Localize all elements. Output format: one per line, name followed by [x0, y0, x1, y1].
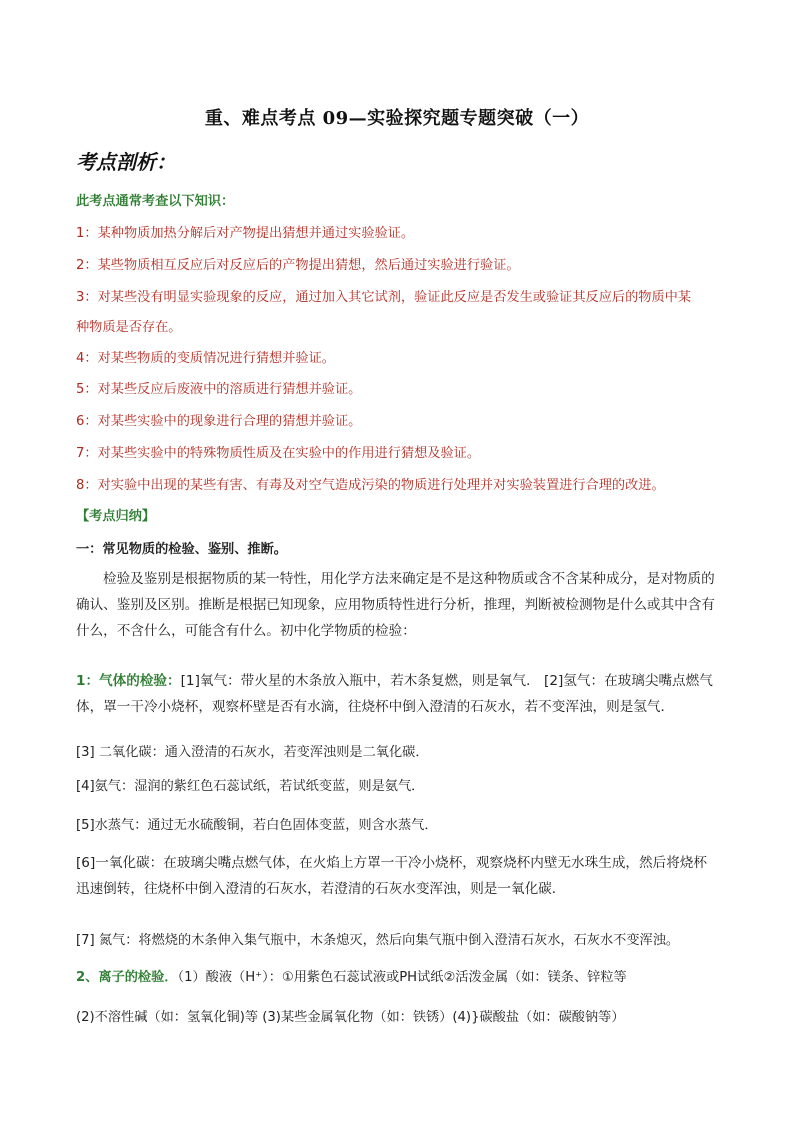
intro-item-3	[76, 286, 691, 305]
gas-line-1-text: [1]氧气：带火星的木条放入瓶中，若木条复燃，则是氧气． [2]氢气：在玻璃尖嘴点燃气	[180, 673, 713, 689]
intro-item-number: 4：	[76, 351, 98, 366]
co-test	[76, 850, 722, 902]
co-line-2: 迅速倒转，往烧杯中倒入澄清的石灰水，若澄清的石灰水变浑浊，则是一氧化碳．	[76, 881, 566, 897]
intro-item-number: 3：	[76, 290, 98, 305]
gas-line-2: 体，罩一干冷小烧杯，观察杯壁是否有水滴，往烧杯中倒入澄清的石灰水，若不变浑浊，则是氢气．	[76, 699, 675, 715]
nitrogen-test: [7] 氮气：将燃烧的木条伸入集气瓶中，木条熄灭，然后向集气瓶中倒入澄清石灰水，石灰水不变浑浊。	[76, 933, 680, 948]
intro-item-6	[76, 410, 361, 429]
intro-item-text: 某些物质相互反应后对反应后的产物提出猜想，然后通过实验进行验证。	[97, 258, 520, 273]
intro-item-3-cont	[76, 316, 182, 335]
part1-paragraph: 检验及鉴别是根据物质的某一特性，用化学方法来确定是不是这种物质或含不含某种成分，是对物质的确认、鉴别及区别。推断是根据已知现象，应用物质特性进行分析，推理，判断被检测物是什么或其中含有什么，不含什么，可能含有什么。初中化学物质的检验：	[76, 571, 715, 639]
water-vapor-test: [5]水蒸气：通过无水硫酸铜，若白色固体变蓝，则含水蒸气．	[76, 818, 438, 833]
ion-test-line-2: (2)不溶性碱（如：氢氧化铜)等 (3)某些金属氧化物（如：铁锈）(4)}碳酸盐（如：碳酸钠等）	[76, 1010, 625, 1025]
intro-item-text: 对某些实验中的现象进行合理的猜想并验证。	[97, 414, 362, 429]
ion-label: 2、离子的检验．	[76, 970, 178, 985]
intro-item-text: 对某些反应后废液中的溶质进行猜想并验证。	[97, 382, 362, 397]
ion-line-1-text: （1）酸液（H⁺）：①用紫色石蕊试液或PH试纸②活泼金属（如：镁条、锌粒等	[177, 970, 627, 985]
gas-label: 1：气体的检验：	[76, 673, 181, 689]
intro-item-7	[76, 442, 480, 461]
intro-item-number: 6：	[76, 414, 98, 429]
intro-item-text: 种物质是否存在。	[76, 320, 182, 335]
intro-item-number: 5：	[76, 382, 98, 397]
intro-item-text: 对实验中出现的某些有害、有毒及对空气造成污染的物质进行处理并对实验装置进行合理的改进。	[97, 478, 665, 493]
intro-item-number: 7：	[76, 446, 98, 461]
gas-detection-block	[76, 668, 722, 720]
ammonia-test: [4]氨气：湿润的紫红色石蕊试纸，若试纸变蓝，则是氨气．	[76, 779, 425, 794]
intro-item-text: 对某些物质的变质情况进行猜想并验证。	[97, 351, 335, 366]
gas-line-1	[76, 668, 722, 694]
intro-item-8	[76, 474, 665, 493]
ion-test-line-1	[76, 966, 627, 985]
intro-item-number: 2：	[76, 258, 98, 273]
part1-heading: 一：常见物质的检验、鉴别、推断。	[76, 542, 287, 557]
section-heading: 考点剖析：	[76, 150, 176, 174]
co2-test: [3] 二氧化碳：通入澄清的石灰水，若变浑浊则是二氧化碳．	[76, 745, 429, 760]
intro-item-text: 某种物质加热分解后对产物提出猜想并通过实验验证。	[97, 226, 415, 241]
intro-item-2	[76, 254, 520, 273]
intro-item-number: 1：	[76, 226, 98, 241]
intro-lead: 此考点通常考查以下知识：	[76, 194, 235, 209]
intro-item-text: 对某些没有明显实验现象的反应，通过加入其它试剂，验证此反应是否发生或验证其反应后的物质中某	[97, 290, 692, 305]
summary-label: 【考点归纳】	[76, 509, 156, 524]
page-title: 重、难点考点 09—实验探究题专题突破（一）	[204, 108, 590, 129]
co-line-1: [6]一氧化碳：在玻璃尖嘴点燃气体，在火焰上方罩一干冷小烧杯，观察烧杯内壁无水珠生成，然后将烧杯	[76, 855, 707, 871]
intro-item-5	[76, 378, 361, 397]
intro-item-text: 对某些实验中的特殊物质性质及在实验中的作用进行猜想及验证。	[97, 446, 481, 461]
intro-item-4	[76, 347, 335, 366]
intro-item-1	[76, 222, 414, 241]
intro-item-number: 8：	[76, 478, 98, 493]
